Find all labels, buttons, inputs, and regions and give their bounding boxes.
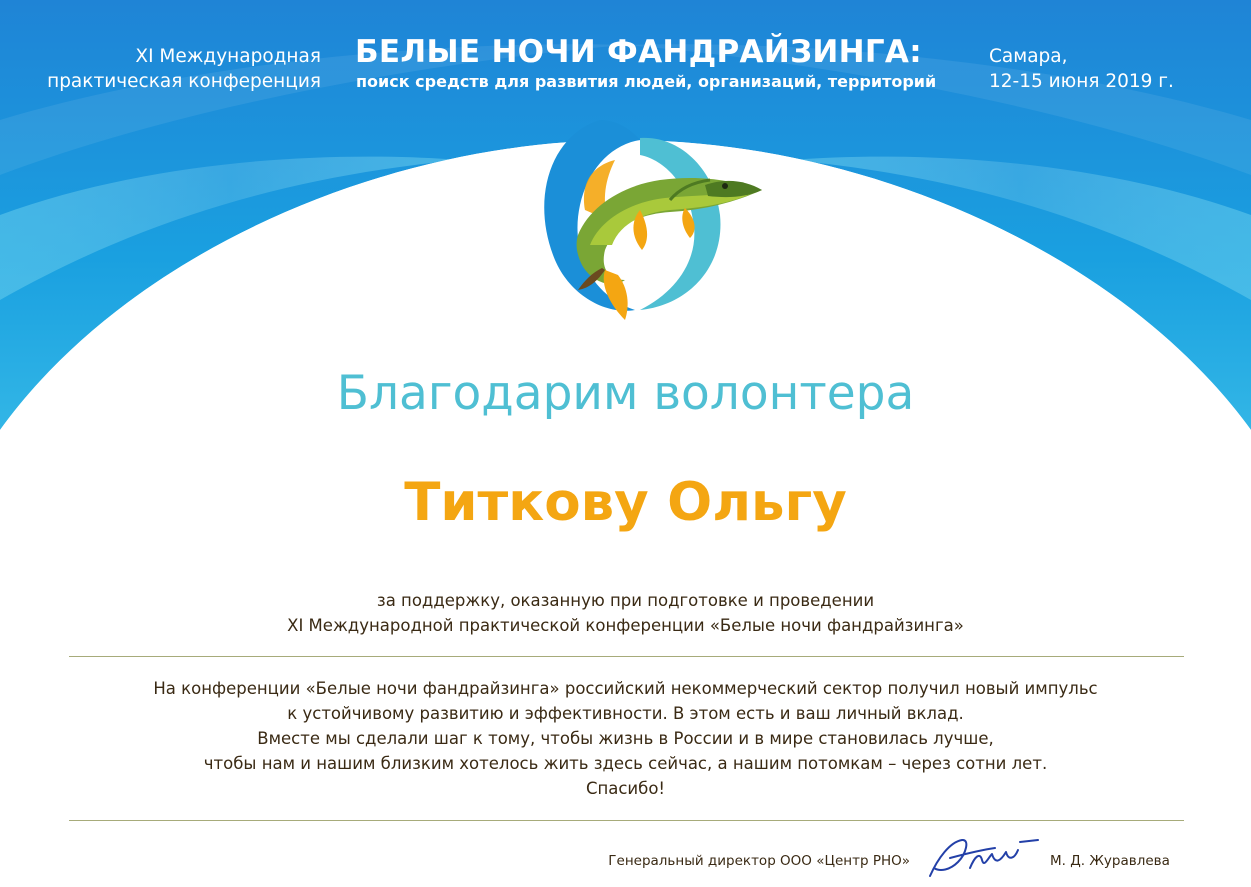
signer-title: Генеральный директор ООО «Центр РНО»	[608, 853, 910, 869]
conference-place-date	[989, 44, 1174, 94]
thank-you-message	[0, 676, 1251, 801]
signer-name: М. Д. Журавлева	[1050, 853, 1170, 869]
conference-dates: 12-15 июня 2019 г.	[989, 71, 1174, 92]
conference-subtitle: поиск средств для развития людей, организаций, территорий	[356, 72, 937, 91]
message-line: Спасибо!	[585, 779, 666, 798]
reason-line: за поддержку, оказанную при подготовке и проведении	[376, 591, 875, 610]
conference-edition	[1, 44, 321, 94]
conference-edition-line1: XI Международная	[135, 46, 321, 67]
divider-top	[69, 656, 1184, 657]
conference-title: БЕЛЫЕ НОЧИ ФАНДРАЙЗИНГА:	[355, 34, 922, 70]
handwritten-signature	[920, 828, 1045, 883]
divider-bottom	[69, 820, 1184, 821]
conference-city: Самара,	[989, 46, 1068, 67]
message-line: к устойчивому развитию и эффективности. В этом есть и ваш личный вклад.	[287, 704, 964, 723]
reason-line: XI Международной практической конференции «Белые ночи фандрайзинга»	[287, 616, 964, 635]
recipient-name: Титкову Ольгу	[404, 472, 847, 533]
reason-text	[0, 588, 1251, 638]
message-line: Вместе мы сделали шаг к тому, чтобы жизнь в России и в мире становилась лучше,	[257, 729, 994, 748]
certificate-heading: Благодарим волонтера	[336, 366, 915, 421]
message-line: На конференции «Белые ночи фандрайзинга» российский некоммерческий сектор получил новый импульс	[153, 679, 1098, 698]
conference-edition-line2: практическая конференция	[47, 71, 321, 92]
pike-fish-icon	[530, 110, 770, 330]
message-line: чтобы нам и нашим близким хотелось жить здесь сейчас, а нашим потомкам – через сотни лет.	[203, 754, 1048, 773]
